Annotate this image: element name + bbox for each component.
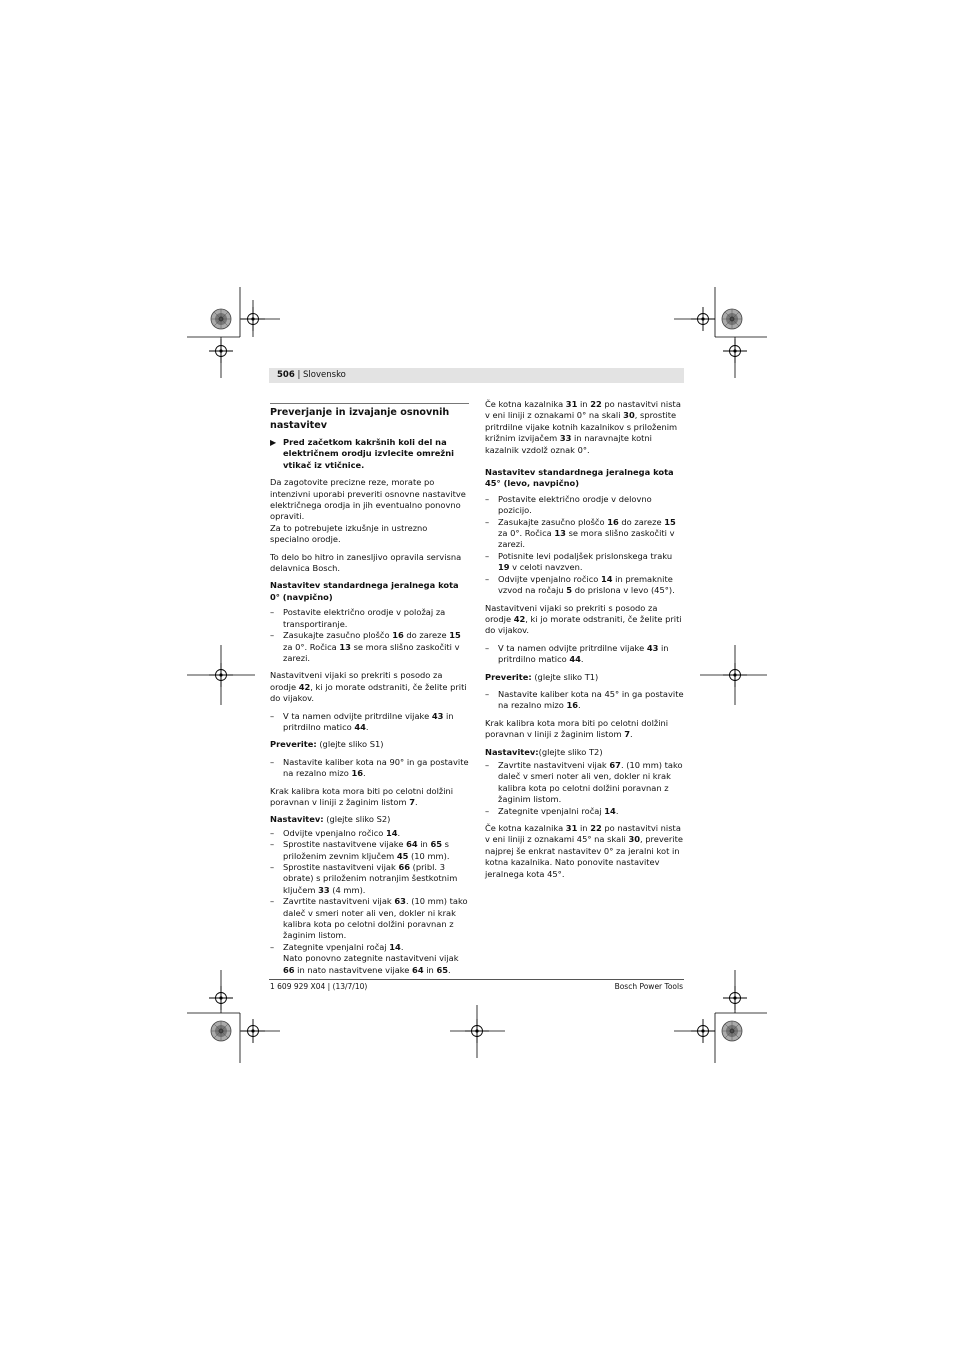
step-list xyxy=(270,711,469,734)
list-item: – Postavite električno orodje v delovno pozicijo. xyxy=(485,493,652,516)
check-line: Preverite: (glejte sliko S1) xyxy=(270,739,384,750)
list-item: – Zasukajte zasučno ploščo 16 do zareze 15 za 0°. Ročica 13 se mora slišno zaskočiti v zarezi. xyxy=(485,516,676,550)
list-item: – V ta namen odvijte pritrdilne vijake 43 in pritrdilno matico 44. xyxy=(485,642,669,665)
check-line: Preverite: (glejte sliko T1) xyxy=(485,671,599,682)
paragraph-text: Da zagotovite precizne reze, morate po intenzivni uporabi preveriti osnovne nastavitve električnega orodja in jih eventualno ponovno opraviti. xyxy=(270,477,466,522)
step-list xyxy=(485,494,684,597)
paragraph: Če kotna kazalnika 31 in 22 po nastavitvi nista v eni liniji z oznakami 45° na skali 30, preverite najprej še enkrat nastavitev 0° za jeralni kot in kotna kazalnika. Nato ponovite nastavitev jeralnega kota 45°. xyxy=(485,823,683,879)
list-item-text: Postavite električno orodje v položaj za transportiranje. xyxy=(283,607,446,629)
list-item: – Potisnite levi podaljšek prislonskega traku 19 v celoti navzven. xyxy=(485,550,673,573)
footer-rule xyxy=(269,979,684,980)
footer-brand: Bosch Power Tools xyxy=(614,982,683,991)
paragraph: Krak kalibra kota mora biti po celotni dolžini poravnan v liniji z žaginim listom 7. xyxy=(270,785,454,807)
step-list xyxy=(270,607,469,664)
subheading: Nastavitev standardnega jeralnega kota 45° (levo, navpično) xyxy=(485,467,674,489)
section-rule xyxy=(270,403,469,404)
list-item: – Nastavite kaliber kota na 90° in ga postavite na rezalno mizo 16. xyxy=(270,756,469,779)
column-right xyxy=(485,399,684,886)
step-list xyxy=(485,760,684,817)
list-item: – Zategnite vpenjalni ročaj 14. Nato ponovno zategnite nastavitveni vijak 66 in nato nastavitvene vijake 64 in 65. xyxy=(270,941,459,975)
warning-text: Pred začetkom kakršnih koli del na električnem orodju izvlecite omrežni vtikač iz vtičnice. xyxy=(283,437,455,470)
triangle-bullet-icon: ▶ xyxy=(270,438,277,447)
list-item: – Zavrtite nastavitveni vijak 63. (10 mm) tako daleč v smeri noter ali ven, dokler ni krak kalibra kota po celotni dolžini poravnan z žaginim listom. xyxy=(270,896,468,941)
list-item: – Odvijte vpenjalno ročico 14. xyxy=(270,827,401,838)
list-item: – Zategnite vpenjalni ročaj 14. xyxy=(485,805,619,816)
paragraph: Nastavitveni vijaki so prekriti s posodo za orodje 42, ki jo morate odstraniti, če želite priti do vijakov. xyxy=(485,602,682,636)
paragraph-text: Za to potrebujete izkušnje in ustrezno specialno orodje. xyxy=(270,522,428,545)
list-item: – Odvijte vpenjalno ročico 14 in premaknite vzvod na ročaju 5 do prislona v levo (45°). xyxy=(485,573,675,596)
page-number: 506 xyxy=(277,370,295,380)
paragraph: Krak kalibra kota mora biti po celotni dolžini poravnan v liniji z žaginim listom 7. xyxy=(485,717,669,740)
adjust-line: Nastavitev:(glejte sliko T2) xyxy=(485,746,603,757)
list-item: – Zasukajte zasučno ploščo 16 do zareze 15 za 0°. Ročica 13 se mora slišno zaskočiti v zarezi. xyxy=(270,630,461,663)
list-item: – Zavrtite nastavitveni vijak 67. (10 mm) tako daleč v smeri noter ali ven, dokler ni krak kalibra kota po celotni dolžini poravnan z žaginim listom. xyxy=(485,759,683,805)
subheading: Nastavitev standardnega jeralnega kota 0° (navpično) xyxy=(270,580,459,602)
page-header xyxy=(277,370,346,381)
adjust-line: Nastavitev: (glejte sliko S2) xyxy=(270,814,391,825)
list-item: – V ta namen odvijte pritrdilne vijake 43 in pritrdilno matico 44. xyxy=(270,710,454,732)
list-item: – Nastavite kaliber kota na 45° in ga postavite na rezalno mizo 16. xyxy=(485,688,684,711)
list-item: – Sprostite nastavitveni vijak 66 (pribl. 3 obrate) s priloženim notranjim šestkotnim ključem 33 (4 mm). xyxy=(270,862,458,895)
step-list xyxy=(270,828,469,976)
header-separator: | xyxy=(297,370,301,380)
step-list xyxy=(485,689,684,712)
header-language: Slovensko xyxy=(303,370,346,380)
list-item: – Postavite električno orodje v položaj za transportiranje. xyxy=(270,607,446,629)
step-list xyxy=(270,757,469,780)
step-list xyxy=(485,643,684,666)
paragraph: Če kotna kazalnika 31 in 22 po nastavitvi nista v eni liniji z oznakami 0° na skali 30, sprostite pritrdilne vijake kotnih kazalnikov s priloženim križnim izvijačem 33 in naravnajte kotni kazalnik vzdolž oznak 0°. xyxy=(485,399,681,455)
safety-warning xyxy=(270,437,469,471)
paragraph: To delo bo hitro in zanesljivo opravila servisna delavnica Bosch. xyxy=(270,551,462,574)
column-left xyxy=(270,403,469,982)
section-heading: Preverjanje in izvajanje osnovnih nastavitev xyxy=(270,407,450,431)
paragraph: Nastavitveni vijaki so prekriti s posodo za orodje 42, ki jo morate odstraniti, če želite priti do vijakov. xyxy=(270,670,467,704)
footer-doc-number: 1 609 929 X04 | (13/7/10) xyxy=(270,982,368,991)
paragraph xyxy=(270,477,469,545)
list-item: – Sprostite nastavitvene vijake 64 in 65 s priloženim zevnim ključem 45 (10 mm). xyxy=(270,839,450,861)
